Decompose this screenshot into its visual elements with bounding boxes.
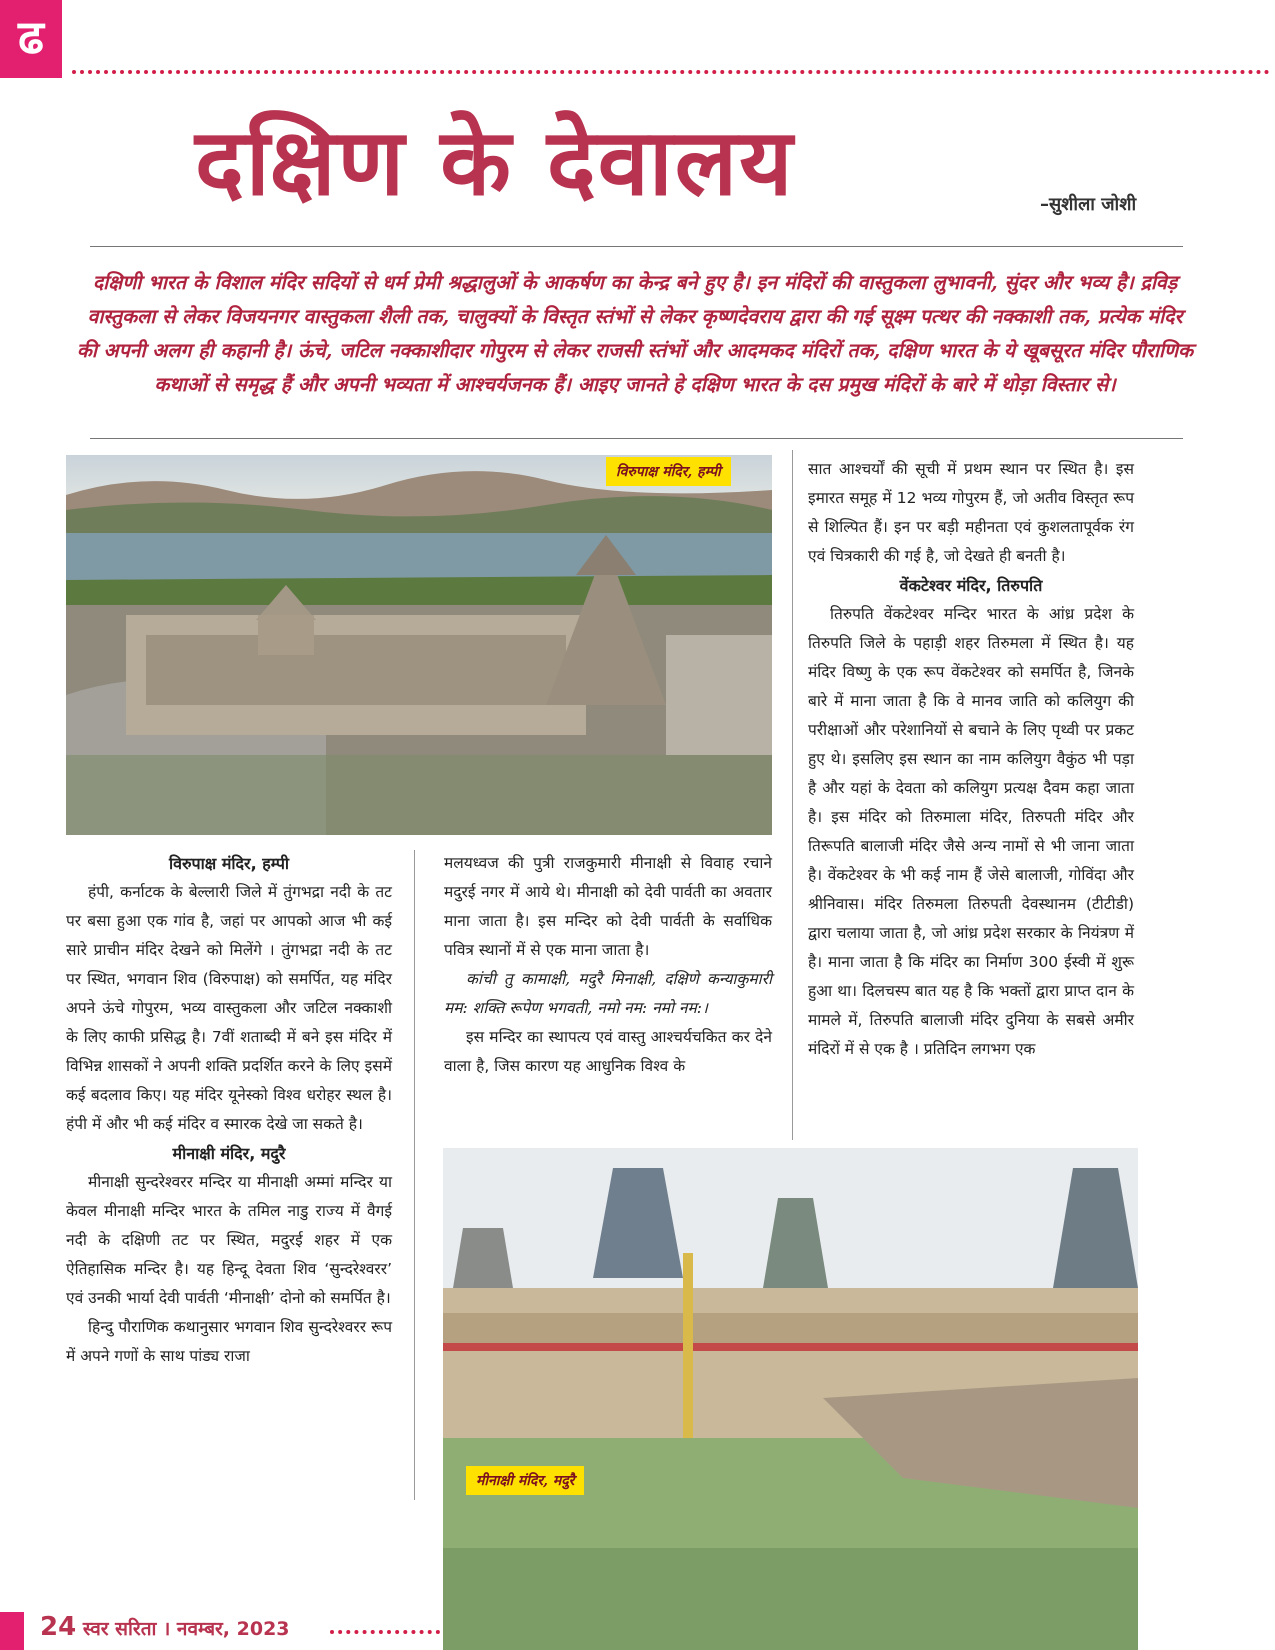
footer-tab: [0, 1612, 24, 1650]
meenakshi-paragraph-5: सात आश्चर्यों की सूची में प्रथम स्थान पर स्थित है। इस इमारत समूह में 12 भव्य गोपुरम हैं, जो अतीव विस्तृत रूप से शिल्पित हैं। इन पर बड़ी महीनता एवं कुशलतापूर्वक रंग एवं चित्रकारी की गई है, जो देखते ही बनती है।: [808, 460, 1134, 565]
article-intro: दक्षिणी भारत के विशाल मंदिर सदियों से धर्म प्रेमी श्रद्धालुओं के आकर्षण का केन्द्र बने हुए है। इन मंदिरों की वास्तुकला लुभावनी, सुंदर और भव्य है। द्रविड़ वास्तुकला से लेकर विजयनगर वास्तुकला शैली तक, चालुक्यों के विस्तृत स्तंभों से लेकर कृष्णदेवराय द्वारा की गई सूक्ष्म पत्थर की नक्काशी तक, प्रत्येक मंदिर की अपनी अलग ही कहानी है। ऊंचे, जटिल नक्काशीदार गोपुरम से लेकर राजसी स्तंभों और आदमकद मंदिरों तक, दक्षिण भारत के ये खूबसूरत मंदिर पौराणिक कथाओं से समृद्ध हैं और अपनी भव्यता में आश्चर्यजनक हैं। आइए जानते हे दक्षिण भारत के दस प्रमुख मंदिरों के बारे में थोड़ा विस्तार से।: [76, 271, 1194, 396]
meenakshi-temple-photo: [443, 1148, 1138, 1650]
page-footer: [40, 1612, 290, 1642]
intro-bottom-rule: [90, 438, 1183, 439]
meenakshi-paragraph-3: मलयध्वज की पुत्री राजकुमारी मीनाक्षी से विवाह रचाने मदुरई नगर में आये थे। मीनाक्षी को देवी पार्वती का अवतार माना जाता है। इस मन्दिर को देवी पार्वती के सर्वाधिक पवित्र स्थानों में से एक माना जाता है।: [444, 854, 772, 959]
article-title: दक्षिण के देवालय: [195, 109, 795, 216]
venkateswara-paragraph: तिरुपति वेंकटेश्वर मन्दिर भारत के आंध्र प्रदेश के तिरुपति जिले के पहाड़ी शहर तिरुमला में स्थित है। यह मंदिर विष्णु के एक रूप वेंकटेश्वर को समर्पित है, जिनके बारे में माना जाता है कि वे मानव जाति को कलियुग की परीक्षाओं और परेशानियों से बचाने के लिए पृथ्वी पर प्रकट हुए थे। इसलिए इस स्थान का नाम कलियुग वैकुंठ भी पड़ा है और यहां के देवता को कलियुग प्रत्यक्ष दैवम कहा जाता है। इस मंदिर को तिरुमाला मंदिर, तिरुपती मंदिर और तिरूपति बालाजी मंदिर जैसे अन्य नामों से भी जाना जाता है। वेंकटेश्वर के भी कई नाम हैं जेसे बालाजी, गोविंदा और श्रीनिवास। मंदिर तिरुमला तिरुपती देवस्थानम (टीटीडी) द्वारा चलाया जाता है, जो आंध्र प्रदेश सरकार के नियंत्रण में है। माना जाता है कि मंदिर का निर्माण 300 ईस्वी में शुरू हुआ था। दिलचस्प बात यह है कि भक्तों द्वारा प्राप्त दान के मामले में, तिरुपति बालाजी मंदिर दुनिया के सबसे अमीर मंदिरों में से एक है । प्रतिदिन लगभग एक: [808, 605, 1134, 1058]
magazine-logo: ढ: [0, 0, 62, 78]
article-column-3: [808, 455, 1134, 1064]
meenakshi-temple-illustration: [443, 1148, 1138, 1650]
virupaksha-paragraph: हंपी, कर्नाटक के बेल्लारी जिले में तुंगभद्रा नदी के तट पर बसा हुआ एक गांव है, जहां पर आपको आज भी कई सारे प्राचीन मंदिर देखने को मिलेंगे । तुंगभद्रा नदी के तट पर स्थित, भगवान शिव (विरुपाक्ष) को समर्पित, यह मंदिर अपने ऊंचे गोपुरम, भव्य वास्तुकला और जटिल नक्काशी के लिए काफी प्रसिद्ध है। 7वीं शताब्दी में बने इस मंदिर में विभिन्न शासकों ने अपनी शक्ति प्रदर्शित करने के लिए इसमें कई बदलाव किए। यह मंदिर यूनेस्को विश्व धरोहर स्थल है। हंपी में और भी कई मंदिर व स्मारक देखे जा सकते है।: [66, 883, 392, 1133]
column-divider-1: [414, 850, 415, 1500]
virupaksha-photo-caption: विरुपाक्ष मंदिर, हम्पी: [606, 457, 731, 486]
top-dotted-divider: [72, 70, 1270, 74]
bottom-dotted-divider: [330, 1630, 440, 1634]
page-number: 24: [40, 1612, 77, 1642]
meenakshi-photo-caption: मीनाक्षी मंदिर, मदुरै: [466, 1466, 584, 1495]
article-column-1: [66, 849, 392, 1371]
meenakshi-verse: कांची तु कामाक्षी, मदुरै मिनाक्षी, दक्षिणे कन्याकुमारी मम: शक्ति रूपेण भगवती, नमो नम: नमो नम:।: [444, 970, 772, 1017]
meenakshi-paragraph-2: हिन्दु पौराणिक कथानुसार भगवान शिव सुन्दरेश्वरर रूप में अपने गणों के साथ पांड्य राजा: [66, 1318, 392, 1365]
virupaksha-temple-illustration: [66, 455, 772, 835]
meenakshi-paragraph-1: मीनाक्षी सुन्दरेश्वरर मन्दिर या मीनाक्षी अम्मां मन्दिर या केवल मीनाक्षी मन्दिर भारत के तमिल नाडु राज्य में वैगई नदी के दक्षिणी तट पर स्थित, मदुरई शहर में एक ऐतिहासिक मन्दिर है। यह हिन्दू देवता शिव ‘सुन्दरेश्वरर’ एवं उनकी भार्या देवी पार्वती ‘मीनाक्षी’ दोनो को समर्पित है।: [66, 1173, 392, 1307]
article-column-2: [444, 849, 772, 1081]
meenakshi-paragraph-4: इस मन्दिर का स्थापत्य एवं वास्तु आश्चर्यचकित कर देने वाला है, जिस कारण यह आधुनिक विश्व के: [444, 1028, 772, 1075]
issue-date: नवम्बर, 2023: [176, 1618, 290, 1640]
section-heading-meenakshi: मीनाक्षी मंदिर, मदुरै: [172, 1144, 286, 1163]
intro-top-rule: [90, 246, 1183, 247]
section-heading-venkateswara: वेंकटेश्वर मंदिर, तिरुपति: [899, 576, 1043, 595]
footer-separator: ।: [163, 1618, 171, 1640]
magazine-name: स्वर सरिता: [82, 1618, 157, 1640]
article-author: –सुशीला जोशी: [1040, 194, 1137, 215]
section-heading-virupaksha: विरुपाक्ष मंदिर, हम्पी: [168, 854, 290, 873]
column-divider-2: [792, 450, 793, 1140]
virupaksha-temple-photo: [66, 455, 772, 835]
